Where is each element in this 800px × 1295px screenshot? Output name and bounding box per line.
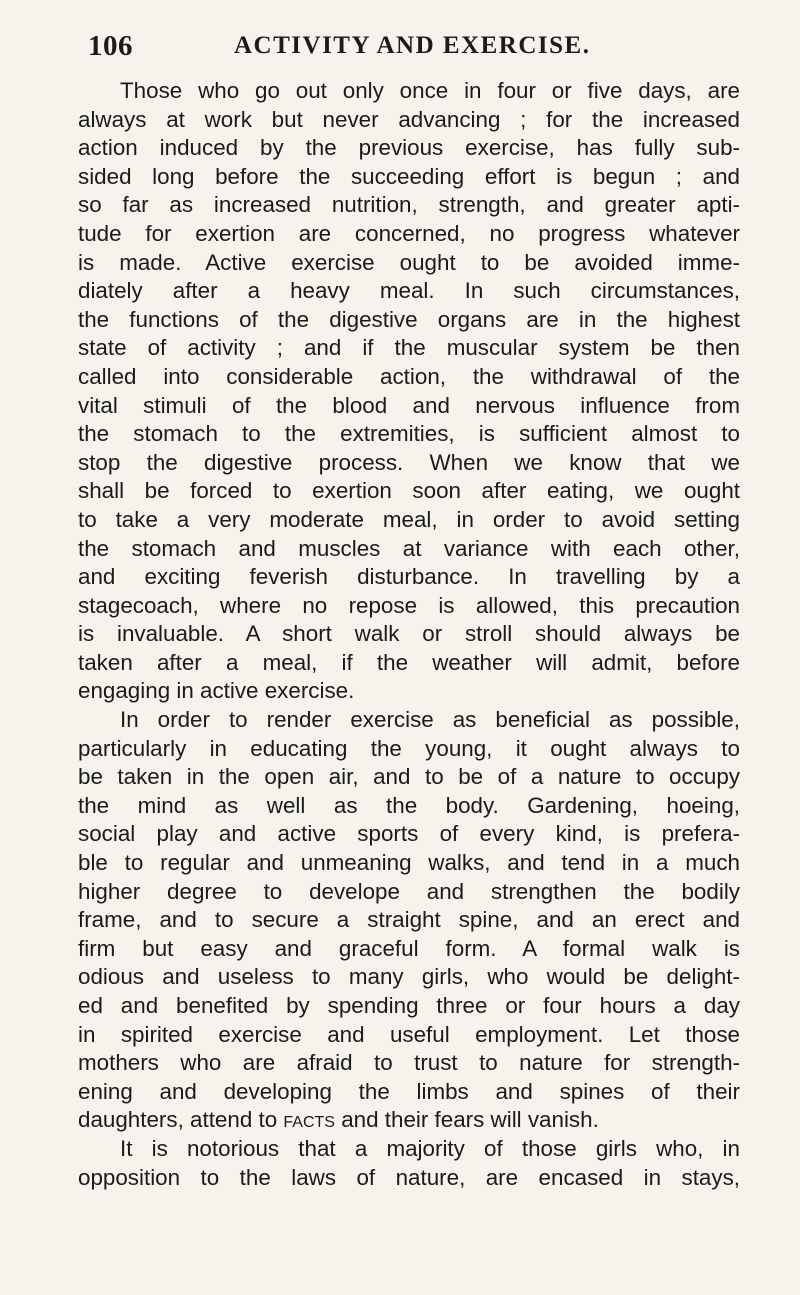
- page-header: [88, 30, 728, 64]
- text-line: in spirited exercise and useful employment. Let those: [78, 1021, 740, 1047]
- smallcaps-word: facts: [283, 1107, 335, 1133]
- text-line: to take a very moderate meal, in order to avoid setting: [78, 506, 740, 532]
- text-segment: and their fears will vanish.: [334, 1107, 599, 1133]
- text-line: is invaluable. A short walk or stroll should always be: [78, 621, 740, 647]
- text-line: action induced by the previous exercise, has fully sub-: [78, 135, 740, 161]
- text-segment: daughters, attend to: [78, 1107, 284, 1133]
- text-line: odious and useless to many girls, who would be delight-: [78, 964, 740, 990]
- text-line: is made. Active exercise ought to be avoided imme-: [78, 249, 740, 275]
- body-text: [78, 77, 740, 1192]
- text-line: firm but easy and graceful form. A formal walk is: [78, 935, 740, 961]
- text-line: frame, and to secure a straight spine, and an erect and: [78, 907, 740, 933]
- text-line: and exciting feverish disturbance. In travelling by a: [78, 564, 740, 590]
- text-line: Those who go out only once in four or five days, are: [120, 78, 740, 103]
- text-line: always at work but never advancing ; for the increased: [78, 106, 740, 132]
- text-line: tude for exertion are concerned, no progress whatever: [78, 220, 740, 246]
- text-line: opposition to the laws of nature, are encased in stays,: [78, 1164, 740, 1190]
- text-line: ble to regular and unmeaning walks, and tend in a much: [78, 850, 740, 876]
- text-line: the mind as well as the body. Gardening, hoeing,: [78, 792, 740, 818]
- text-line: In order to render exercise as beneficial as possible,: [120, 707, 740, 733]
- text-line: diately after a heavy meal. In such circumstances,: [78, 278, 740, 304]
- text-line: vital stimuli of the blood and nervous influence from: [78, 392, 740, 418]
- text-line: taken after a meal, if the weather will admit, before: [78, 649, 740, 675]
- text-line: [78, 1106, 740, 1135]
- text-line: state of activity ; and if the muscular system be then: [78, 335, 740, 361]
- text-line: the stomach to the extremities, is sufficient almost to: [78, 421, 740, 447]
- text-line: ed and benefited by spending three or four hours a day: [78, 993, 740, 1018]
- text-line: the functions of the digestive organs are in the highest: [78, 306, 740, 332]
- running-title: ACTIVITY AND EXERCISE.: [234, 32, 591, 59]
- text-line: social play and active sports of every kind, is prefera-: [78, 821, 740, 847]
- text-line: shall be forced to exertion soon after eating, we ought: [78, 478, 740, 504]
- text-line: higher degree to develope and strengthen the bodily: [78, 878, 740, 904]
- text-line: engaging in active exercise.: [78, 678, 355, 704]
- text-line: so far as increased nutrition, strength, and greater apti-: [78, 192, 740, 218]
- text-line: be taken in the open air, and to be of a nature to occupy: [78, 764, 740, 790]
- text-line: the stomach and muscles at variance with each other,: [78, 535, 740, 561]
- text-line: mothers who are afraid to trust to nature for strength-: [78, 1050, 740, 1076]
- page-number: 106: [88, 30, 133, 62]
- text-line: sided long before the succeeding effort is begun ; and: [78, 163, 740, 189]
- text-line: stagecoach, where no repose is allowed, this precaution: [78, 592, 740, 618]
- text-line: particularly in educating the young, it ought always to: [78, 735, 740, 761]
- text-line: ening and developing the limbs and spines of their: [78, 1078, 740, 1104]
- text-line: stop the digestive process. When we know that we: [78, 449, 740, 475]
- text-line: It is notorious that a majority of those girls who, in: [120, 1135, 740, 1161]
- text-line: called into considerable action, the withdrawal of the: [78, 363, 740, 389]
